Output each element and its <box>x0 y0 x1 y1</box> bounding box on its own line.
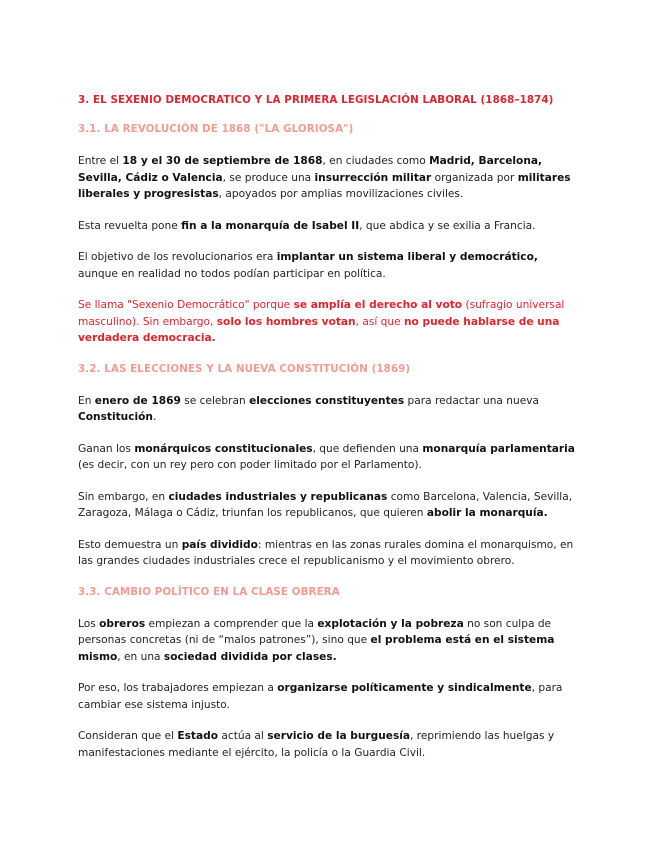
bold-run: abolir la monarquía. <box>426 507 548 519</box>
paragraph <box>78 537 578 570</box>
bold-run: Madrid, Barcelona, Sevilla, Cádiz o Valencia <box>78 155 543 184</box>
bold-run: enero de 1869 <box>94 394 181 407</box>
bold-run: organizarse políticamente y sindicalmente <box>277 682 532 694</box>
document-content <box>78 93 578 776</box>
paragraph <box>78 249 578 282</box>
text-run: , así que <box>355 315 404 328</box>
bold-run: 18 y el 30 de septiembre de 1868 <box>122 155 323 167</box>
paragraph <box>78 489 578 522</box>
text-run: empiezan a comprender que la <box>145 617 318 630</box>
bold-run: el problema está en el sistema mismo <box>78 634 555 663</box>
text-run: (es decir, con un rey pero con poder limitado por el Parlamento). <box>78 459 422 471</box>
section-3-1-title: 3.1. LA REVOLUCIÓN DE 1868 ("LA GLORIOSA") <box>78 123 354 135</box>
text-run: actúa al <box>218 730 268 742</box>
text-run: como Barcelona, Valencia, Sevilla, Zaragoza, Málaga o Cádiz, triunfan los republicanos, que quieren <box>78 490 573 519</box>
text-run: (sufragio universal masculino). Sin embargo, <box>78 299 565 328</box>
bold-run: explotación y la pobreza <box>317 617 464 630</box>
text-run: , en una <box>117 650 164 663</box>
text-run: Esta revuelta pone <box>78 219 182 232</box>
bold-run: solo los hombres votan <box>216 315 356 328</box>
section-3-3-title: 3.3. CAMBIO POLÍTICO EN LA CLASE OBRERA <box>78 585 340 598</box>
bold-run: país dividido <box>181 538 258 551</box>
text-run: , se produce una <box>222 171 315 184</box>
text-run: para redactar una nueva <box>404 394 539 407</box>
bold-run: servicio de la burguesía <box>267 730 411 742</box>
text-run: , para cambiar ese sistema injusto. <box>78 682 563 711</box>
text-run: , que abdica y se exilia a Francia. <box>359 219 536 232</box>
bold-run: insurrección militar <box>314 171 432 184</box>
main-heading: 3. EL SEXENIO DEMOCRATICO Y LA PRIMERA LEGISLACIÓN LABORAL (1868–1874) <box>78 94 554 106</box>
bold-run: elecciones constituyentes <box>249 394 405 407</box>
paragraph <box>78 680 578 713</box>
text-run: . <box>152 411 157 423</box>
text-run: , reprimiendo las huelgas y manifestaciones mediante el ejército, la policía o la Guardia Civil. <box>78 730 555 759</box>
bold-run: se amplía el derecho al voto <box>293 299 463 311</box>
bold-run: obreros <box>99 617 146 630</box>
bold-run: sociedad dividida por clases. <box>163 650 337 663</box>
text-run: , apoyados por amplias movilizaciones civiles. <box>218 188 464 200</box>
text-run: Esto demuestra un <box>78 538 182 551</box>
bold-run: no puede hablarse de una verdadera democracia. <box>78 315 560 344</box>
bold-run: monarquía parlamentaria <box>422 442 575 455</box>
paragraph <box>78 616 578 666</box>
text-run: se celebran <box>180 394 250 407</box>
section-3-2-title: 3.2. LAS ELECCIONES Y LA NUEVA CONSTITUCIÓN (1869) <box>78 362 411 375</box>
text-run: Consideran que el <box>78 730 178 742</box>
text-run: Ganan los <box>78 442 135 455</box>
bold-run: monárquicos constitucionales <box>134 442 313 455</box>
bold-run: ciudades industriales y republicanas <box>168 490 388 503</box>
text-run: Se llama "Sexenio Democrático" porque <box>78 299 294 311</box>
bold-run: fin a la monarquía de Isabel II <box>181 219 360 232</box>
text-run: aunque en realidad no todos podían participar en política. <box>78 267 386 280</box>
paragraph <box>78 153 578 203</box>
text-run: Sin embargo, en <box>78 490 169 503</box>
bold-run: militares liberales y progresistas <box>78 171 571 200</box>
text-run: , que defienden una <box>312 442 423 455</box>
text-run: organizada por <box>431 171 518 184</box>
bold-run: Estado <box>177 730 219 742</box>
bold-run: Constitución <box>78 411 153 423</box>
text-run: : mientras en las zonas rurales domina el monarquismo, en las grandes ciudades industriales crece el republicanismo y el movimiento obrero. <box>78 538 574 567</box>
bold-run: implantar un sistema liberal y democrático, <box>276 251 538 263</box>
paragraph <box>78 218 578 235</box>
paragraph <box>78 728 578 761</box>
text-run: no son culpa de personas concretas (ni de “malos patrones”), sino que <box>78 617 552 646</box>
text-run: En <box>78 394 95 407</box>
text-run: , en ciudades como <box>322 155 430 167</box>
text-run: El objetivo de los revolucionarios era <box>78 251 277 263</box>
text-run: Los <box>78 617 100 630</box>
highlighted-paragraph <box>78 297 578 347</box>
paragraph <box>78 393 578 426</box>
text-run: Entre el <box>78 155 123 167</box>
text-run: Por eso, los trabajadores empiezan a <box>78 682 278 694</box>
paragraph <box>78 441 578 474</box>
